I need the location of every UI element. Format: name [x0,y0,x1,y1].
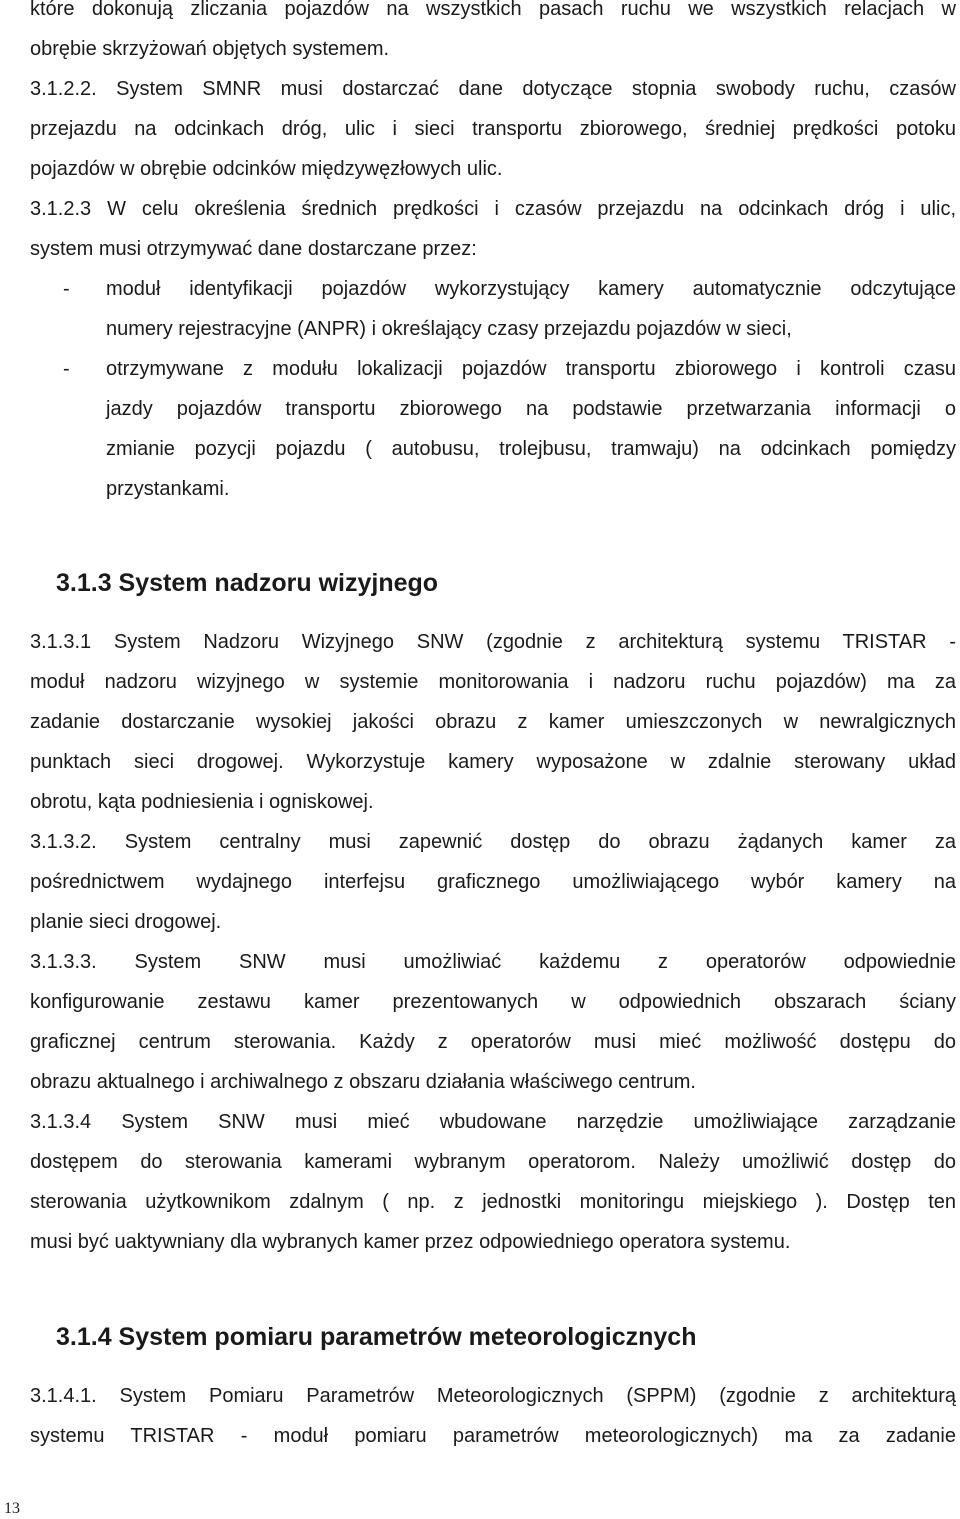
text-line: graficznej centrum sterowania. Każdy z operatorów musi mieć możliwość dostępu do [30,1031,956,1053]
text-line: systemu TRISTAR - moduł pomiaru parametrów meteorologicznych) ma za zadanie [30,1425,956,1447]
list-item-text: jazdy pojazdów transportu zbiorowego na podstawie przetwarzania informacji o [106,398,956,420]
text-line: 3.1.3.2. System centralny musi zapewnić dostęp do obrazu żądanych kamer za [30,831,956,853]
text-line: 3.1.2.2. System SMNR musi dostarczać dane dotyczące stopnia swobody ruchu, czasów [30,78,956,100]
text-line: obrębie skrzyżowań objętych systemem. [30,38,390,60]
text-line: dostępem do sterowania kamerami wybranym operatorom. Należy umożliwić dostęp do [30,1151,956,1173]
list-item-text: otrzymywane z modułu lokalizacji pojazdów transportu zbiorowego i kontroli czasu [106,358,956,380]
text-line: 3.1.3.3. System SNW musi umożliwiać każdemu z operatorów odpowiednie [30,951,956,973]
list-bullet: - [63,358,70,380]
section-heading: 3.1.3 System nadzoru wizyjnego [56,569,439,597]
text-line: przejazdu na odcinkach dróg, ulic i sieci transportu zbiorowego, średniej prędkości potoku [30,118,956,140]
text-line: zadanie dostarczanie wysokiej jakości obrazu z kamer umieszczonych w newralgicznych [30,711,956,733]
text-line: 3.1.3.1 System Nadzoru Wizyjnego SNW (zgodnie z architekturą systemu TRISTAR - [30,631,956,653]
text-line: pośrednictwem wydajnego interfejsu graficznego umożliwiającego wybór kamery na [30,871,956,893]
text-line: 3.1.3.4 System SNW musi mieć wbudowane narzędzie umożliwiające zarządzanie [30,1111,956,1133]
text-line: 3.1.4.1. System Pomiaru Parametrów Meteorologicznych (SPPM) (zgodnie z architekturą [30,1385,956,1407]
text-line: system musi otrzymywać dane dostarczane przez: [30,238,477,260]
text-line: planie sieci drogowej. [30,911,222,933]
text-line: obrazu aktualnego i archiwalnego z obszaru działania właściwego centrum. [30,1071,696,1093]
list-item-text: przystankami. [106,478,230,500]
list-bullet: - [63,278,70,300]
text-line: obrotu, kąta podniesienia i ogniskowej. [30,791,374,813]
text-line: 3.1.2.3 W celu określenia średnich prędkości i czasów przejazdu na odcinkach dróg i ulic, [30,198,956,220]
text-line: punktach sieci drogowej. Wykorzystuje kamery wyposażone w zdalnie sterowany układ [30,751,956,773]
text-line: pojazdów w obrębie odcinków międzywęzłowych ulic. [30,158,503,180]
text-line: moduł nadzoru wizyjnego w systemie monitorowania i nadzoru ruchu pojazdów) ma za [30,671,956,693]
text-line: konfigurowanie zestawu kamer prezentowanych w odpowiednich obszarach ściany [30,991,956,1013]
text-line: które dokonują zliczania pojazdów na wszystkich pasach ruchu we wszystkich relacjach w [30,0,956,20]
text-line: sterowania użytkownikom zdalnym ( np. z jednostki monitoringu miejskiego ). Dostęp ten [30,1191,956,1213]
text-line: musi być uaktywniany dla wybranych kamer przez odpowiedniego operatora systemu. [30,1231,791,1253]
list-item-text: zmianie pozycji pojazdu ( autobusu, trolejbusu, tramwaju) na odcinkach pomiędzy [106,438,956,460]
page-number: 13 [4,1500,20,1517]
list-item-text: moduł identyfikacji pojazdów wykorzystujący kamery automatycznie odczytujące [106,278,956,300]
section-heading: 3.1.4 System pomiaru parametrów meteorologicznych [56,1323,697,1351]
list-item-text: numery rejestracyjne (ANPR) i określający czasy przejazdu pojazdów w sieci, [106,318,792,340]
